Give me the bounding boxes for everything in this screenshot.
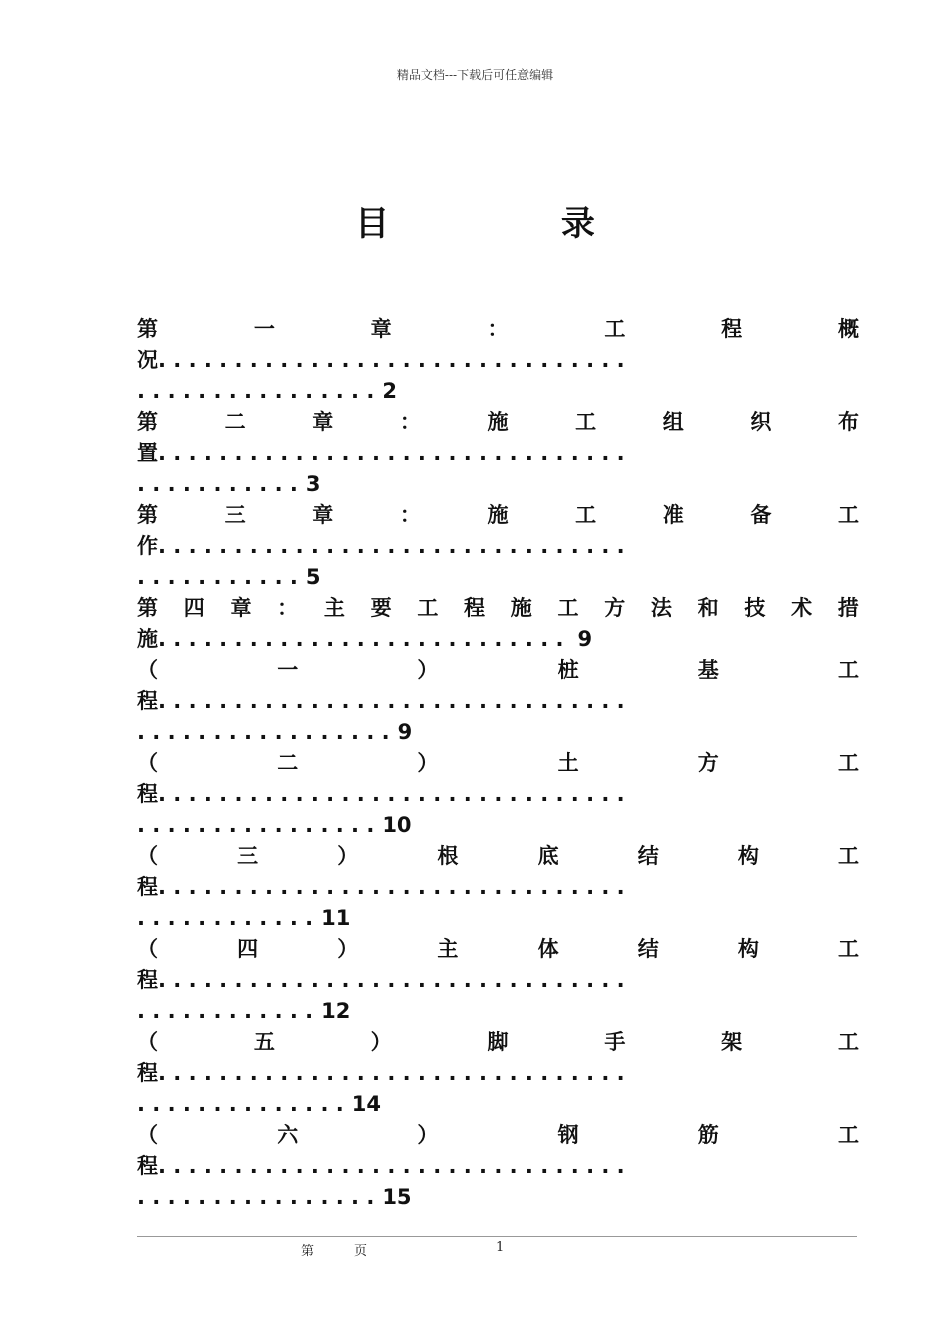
toc-entry-leader-continued (137, 1089, 859, 1120)
toc-heading-char: 工 (575, 503, 597, 527)
toc-entry[interactable] (137, 934, 859, 1027)
toc-heading-char: 架 (721, 1030, 743, 1054)
toc-entry-heading (137, 593, 859, 624)
toc-heading-char: 章 (370, 317, 392, 341)
toc-heading-char: 概 (837, 317, 859, 341)
toc-heading-char: 工 (604, 317, 626, 341)
toc-heading-char: 六 (277, 1123, 299, 1147)
toc-entry-leader-continued (137, 562, 859, 593)
page-title: 目 录 (355, 204, 675, 244)
toc-heading-char: 工 (837, 844, 859, 868)
toc-heading-char: 布 (838, 410, 859, 434)
toc-dot-leader: . . . . . . . . . . . . . . . . (137, 813, 375, 837)
toc-tail-char: 程 (137, 1154, 158, 1178)
toc-page-number[interactable]: 9 (397, 720, 413, 744)
toc-page-number[interactable]: 2 (382, 379, 397, 403)
toc-entry[interactable] (137, 500, 859, 593)
toc-tail-char: 程 (137, 875, 158, 899)
toc-heading-char: 章 (312, 410, 334, 434)
toc-page-number[interactable]: 3 (305, 472, 321, 496)
toc-heading-char: （ (137, 844, 158, 868)
toc-entry-leader-continued (137, 1182, 859, 1213)
toc-dot-leader: . . . . . . . . . . . . . . . . . . . . . . . . . . . . . . . (158, 441, 625, 465)
toc-page-number[interactable]: 10 (382, 813, 412, 837)
toc-heading-char: ） (337, 844, 359, 868)
toc-heading-char: 组 (662, 410, 684, 434)
toc-entry-leader (137, 1058, 859, 1089)
footer-page-number: 1 (496, 1240, 505, 1255)
toc-page-number[interactable]: 12 (321, 999, 351, 1023)
toc-heading-char: （ (137, 1030, 158, 1054)
toc-heading-char: 三 (224, 503, 246, 527)
toc-entry[interactable] (137, 1120, 859, 1213)
toc-heading-char: 一 (277, 658, 299, 682)
toc-entry[interactable] (137, 407, 859, 500)
toc-heading-char: 织 (750, 410, 772, 434)
toc-dot-leader: . . . . . . . . . . . . . . (137, 1092, 344, 1116)
toc-heading-char: 体 (537, 937, 559, 961)
toc-page-number[interactable]: 14 (351, 1092, 381, 1116)
toc-dot-leader: . . . . . . . . . . . . . . . . . . . . . . . . . . . . . . . (158, 875, 625, 899)
toc-heading-char: 和 (697, 596, 719, 620)
toc-heading-char: 施 (487, 503, 509, 527)
toc-heading-char: 桩 (557, 658, 579, 682)
toc-heading-char: 工 (837, 1030, 859, 1054)
toc-entry-leader (137, 1151, 859, 1182)
toc-heading-char: 工 (837, 937, 859, 961)
toc-heading-char: ） (417, 751, 439, 775)
toc-heading-char: 工 (575, 410, 597, 434)
toc-heading-char: 四 (183, 596, 205, 620)
toc-entry-heading (137, 1027, 859, 1058)
toc-tail-char: 置 (137, 441, 158, 465)
toc-entry-heading (137, 407, 859, 438)
toc-entry-heading (137, 748, 859, 779)
toc-heading-char: ： (399, 410, 421, 434)
toc-dot-leader: . . . . . . . . . . . . . . . . . . . . . . . . . . . (158, 627, 564, 651)
toc-entry-heading (137, 934, 859, 965)
toc-tail-char: 作 (137, 534, 158, 558)
toc-heading-char: 术 (791, 596, 813, 620)
toc-heading-char: （ (137, 937, 158, 961)
toc-dot-leader: . . . . . . . . . . . . . . . . . . . . . . . . . . . . . . . (158, 534, 625, 558)
toc-heading-char: 准 (662, 503, 684, 527)
toc-entry[interactable] (137, 1027, 859, 1120)
toc-dot-leader: . . . . . . . . . . . . . . . . . (137, 720, 390, 744)
toc-heading-char: 备 (750, 503, 772, 527)
toc-heading-char: 程 (721, 317, 743, 341)
toc-heading-char: 结 (637, 937, 659, 961)
toc-heading-char: 要 (370, 596, 392, 620)
toc-entry-leader (137, 438, 859, 469)
toc-dot-leader: . . . . . . . . . . . . (137, 906, 314, 930)
toc-entry-leader (137, 531, 859, 562)
toc-entry-leader (137, 872, 859, 903)
toc-heading-char: 工 (837, 751, 859, 775)
toc-entry-heading (137, 314, 859, 345)
header-watermark: 精品文档---下载后可任意编辑 (396, 68, 554, 82)
toc-heading-char: 方 (697, 751, 719, 775)
footer-label-ye: 页 (354, 1244, 368, 1259)
toc-heading-char: 第 (137, 503, 158, 527)
toc-heading-char: ） (417, 1123, 439, 1147)
toc-entry-leader-continued (137, 469, 859, 500)
toc-entry-leader-continued (137, 376, 859, 407)
toc-heading-char: 二 (277, 751, 299, 775)
toc-heading-char: 结 (637, 844, 659, 868)
toc-heading-char: 工 (838, 503, 859, 527)
toc-dot-leader: . . . . . . . . . . . (137, 472, 298, 496)
toc-heading-char: ） (370, 1030, 392, 1054)
table-of-contents (137, 314, 859, 1213)
toc-entry-leader (137, 686, 859, 717)
toc-heading-char: ： (399, 503, 421, 527)
toc-entry-leader-continued (137, 903, 859, 934)
toc-heading-char: 措 (837, 596, 859, 620)
toc-entry-leader (137, 624, 859, 655)
toc-tail-char: 况 (137, 348, 158, 372)
toc-heading-char: 技 (744, 596, 766, 620)
toc-tail-char: 程 (137, 1061, 158, 1085)
toc-entry-leader-continued (137, 810, 859, 841)
toc-heading-char: 二 (224, 410, 246, 434)
toc-heading-char: 一 (253, 317, 275, 341)
toc-heading-char: 第 (137, 410, 158, 434)
toc-heading-char: 基 (697, 658, 719, 682)
toc-entry-heading (137, 1120, 859, 1151)
toc-entry-leader-continued (137, 996, 859, 1027)
toc-heading-char: （ (137, 751, 158, 775)
toc-heading-char: 工 (557, 596, 579, 620)
toc-tail-char: 程 (137, 968, 158, 992)
toc-heading-char: 工 (417, 596, 439, 620)
toc-heading-char: 第 (137, 317, 158, 341)
toc-dot-leader: . . . . . . . . . . . . (137, 999, 314, 1023)
toc-entry-leader-continued (137, 717, 859, 748)
page-footer (0, 1240, 950, 1260)
toc-dot-leader: . . . . . . . . . . . . . . . . . . . . . . . . . . . . . . . (158, 689, 625, 713)
toc-heading-char: 手 (604, 1030, 626, 1054)
toc-heading-char: 五 (253, 1030, 275, 1054)
toc-heading-char: （ (137, 1123, 158, 1147)
toc-entry-heading (137, 655, 859, 686)
toc-page-number[interactable]: 9 (577, 627, 593, 651)
toc-dot-leader: . . . . . . . . . . . . . . . . (137, 379, 375, 403)
toc-heading-char: 工 (837, 658, 859, 682)
toc-heading-char: 章 (312, 503, 334, 527)
toc-heading-char: 法 (650, 596, 672, 620)
toc-entry-heading (137, 500, 859, 531)
toc-dot-leader: . . . . . . . . . . . . . . . . . . . . . . . . . . . . . . . (158, 968, 625, 992)
toc-heading-char: ： (487, 317, 509, 341)
toc-entry[interactable] (137, 655, 859, 748)
toc-entry[interactable] (137, 748, 859, 841)
toc-dot-leader: . . . . . . . . . . . . . . . . . . . . . . . . . . . . . . . (158, 782, 625, 806)
toc-heading-char: 构 (737, 937, 759, 961)
toc-heading-char: 主 (323, 596, 345, 620)
toc-heading-char: 施 (510, 596, 532, 620)
toc-heading-char: 四 (237, 937, 259, 961)
toc-entry-leader (137, 345, 859, 376)
toc-tail-char: 施 (137, 627, 158, 651)
toc-heading-char: 施 (487, 410, 509, 434)
toc-entry[interactable] (137, 841, 859, 934)
toc-heading-char: 章 (230, 596, 252, 620)
toc-page-number[interactable]: 11 (321, 906, 351, 930)
toc-heading-char: 构 (737, 844, 759, 868)
toc-entry-heading (137, 841, 859, 872)
toc-heading-char: ： (277, 596, 299, 620)
toc-heading-char: 三 (237, 844, 259, 868)
toc-dot-leader: . . . . . . . . . . . . . . . . . . . . . . . . . . . . . . . (158, 1061, 625, 1085)
toc-entry[interactable] (137, 314, 859, 407)
toc-heading-char: 钢 (557, 1123, 579, 1147)
toc-heading-char: 底 (537, 844, 559, 868)
toc-heading-char: 主 (437, 937, 459, 961)
toc-heading-char: （ (137, 658, 158, 682)
toc-tail-char: 程 (137, 782, 158, 806)
toc-dot-leader: . . . . . . . . . . . . . . . . (137, 1185, 375, 1209)
toc-heading-char: ） (337, 937, 359, 961)
toc-heading-char: 根 (437, 844, 459, 868)
toc-entry-leader (137, 965, 859, 996)
toc-heading-char: 土 (557, 751, 579, 775)
toc-entry-leader (137, 779, 859, 810)
toc-heading-char: 第 (137, 596, 158, 620)
footer-divider (137, 1236, 857, 1237)
footer-label-di: 第 (301, 1244, 315, 1259)
toc-entry[interactable] (137, 593, 859, 655)
toc-dot-leader: . . . . . . . . . . . . . . . . . . . . . . . . . . . . . . . (158, 1154, 625, 1178)
toc-heading-char: 程 (464, 596, 486, 620)
toc-tail-char: 程 (137, 689, 158, 713)
toc-dot-leader: . . . . . . . . . . . . . . . . . . . . . . . . . . . . . . . (158, 348, 625, 372)
toc-heading-char: 筋 (697, 1123, 719, 1147)
toc-page-number[interactable]: 5 (305, 565, 321, 589)
toc-heading-char: 方 (604, 596, 626, 620)
toc-page-number[interactable]: 15 (382, 1185, 412, 1209)
toc-heading-char: ） (417, 658, 439, 682)
toc-heading-char: 脚 (487, 1030, 509, 1054)
toc-heading-char: 工 (837, 1123, 859, 1147)
toc-dot-leader: . . . . . . . . . . . (137, 565, 298, 589)
